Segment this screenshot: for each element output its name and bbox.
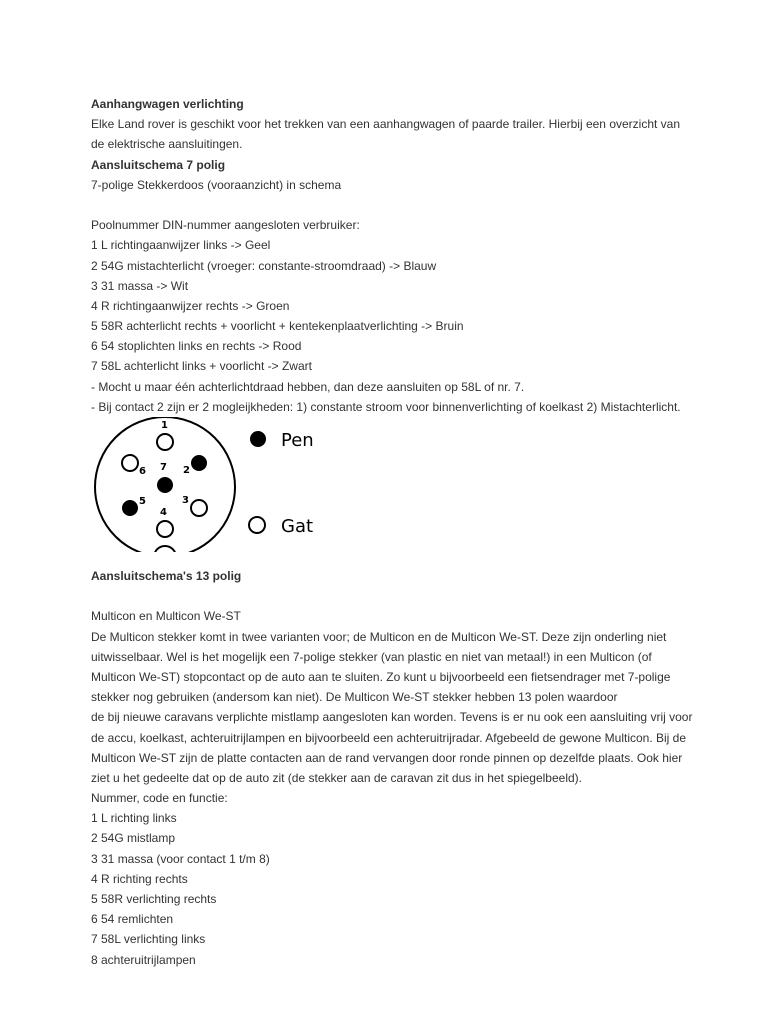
list-item: 2 54G mistlamp — [91, 831, 176, 846]
pin-5-pen — [122, 500, 138, 516]
intro-line: Elke Land rover is geschikt voor het trekken van een aanhangwagen of paarde trailer. Hierbij een overzicht van — [91, 117, 681, 132]
pin-line: 1 L richtingaanwijzer links -> Geel — [91, 238, 271, 253]
pin-number-4: 4 — [160, 507, 167, 518]
section-title: Aanhangwagen verlichting — [91, 97, 244, 111]
paragraph-line: Multicon We-ST zijn de platte contacten aan de rand vervangen door ronde pinnen op dezelfde plaats. Ook hier — [91, 750, 683, 765]
legend-pen-icon — [250, 431, 266, 447]
paragraph-line: uitwisselbaar. Wel is het mogelijk een 7-polige stekker (van plastic en niet van metaal!) in een Multicon (of — [91, 649, 652, 664]
subtitle-7-polig: 7-polige Stekkerdoos (vooraanzicht) in schema — [91, 177, 342, 192]
list-item: 8 achteruitrijlampen — [91, 952, 196, 967]
legend-gat-icon — [249, 517, 265, 533]
pin-line: 7 58L achterlicht links + voorlicht -> Zwart — [91, 359, 312, 374]
pin-7-pen — [157, 477, 173, 493]
pin-3-hole — [191, 500, 207, 516]
pin-1-hole — [157, 434, 173, 450]
list-item: 1 L richting links — [91, 811, 177, 826]
pin-number-3: 3 — [182, 495, 189, 506]
pin-line: 2 54G mistachterlicht (vroeger: constante-stroomdraad) -> Blauw — [91, 258, 437, 273]
paragraph-line: stekker nog gebruiken (andersom kan niet). De Multicon We-ST stekker hebben 13 polen waardoor — [91, 690, 618, 705]
list-item: 3 31 massa (voor contact 1 t/m 8) — [91, 851, 270, 866]
pin-4-hole — [157, 521, 173, 537]
intro-line: de elektrische aansluitingen. — [91, 137, 243, 152]
list-header: Nummer, code en functie: — [91, 791, 228, 806]
paragraph-line: De Multicon stekker komt in twee varianten voor; de Multicon en de Multicon We-ST. Deze zijn onderling niet — [91, 629, 667, 644]
paragraph-line: de accu, koelkast, achteruitrijlampen en bijvoorbeeld een achteruitrijradar. Afgebeeld de gewone Multicon. Bij de — [91, 730, 687, 745]
pin-6-hole — [122, 455, 138, 471]
paragraph-line: Multicon We-ST) stopcontact op de auto aan te sluiten. Zo kunt u bijvoorbeeld een fietsendrager met 7-polige — [91, 669, 671, 684]
paragraph-line: ziet u het gedeelte dat op de auto zit (de stekker aan de caravan zit dus in het spiegelbeeld). — [91, 770, 582, 785]
paragraph-line: de bij nieuwe caravans verplichte mistlamp aangesloten kan worden. Tevens is er nu ook een aansluiting vrij voor — [91, 710, 693, 725]
pin-number-2: 2 — [183, 465, 190, 476]
pin-number-7: 7 — [160, 462, 167, 473]
note-line: - Bij contact 2 zijn er 2 mogleijkheden: 1) constante stroom voor binnenverlichting of koelkast 2) Mistachterlicht. — [91, 399, 681, 414]
heading-13-polig: Aansluitschema's 13 polig — [91, 569, 242, 583]
list-item: 5 58R verlichting rechts — [91, 892, 217, 906]
socket-diagram-7-polig — [91, 417, 331, 557]
socket-key-notch — [154, 546, 176, 557]
socket-diagram-svg — [91, 417, 331, 557]
note-line: - Mocht u maar één achterlichtdraad hebben, dan deze aansluiten op 58L of nr. 7. — [91, 379, 525, 394]
list-item: 6 54 remlichten — [91, 912, 174, 927]
pin-line: 5 58R achterlicht rechts + voorlicht + kentekenplaatverlichting -> Bruin — [91, 319, 464, 334]
pin-line: 3 31 massa -> Wit — [91, 278, 189, 293]
document-body — [91, 94, 691, 970]
pin-2-pen — [191, 455, 207, 471]
spacer — [91, 195, 691, 215]
multicon-title: Multicon en Multicon We-ST — [91, 609, 241, 624]
list-item: 7 58L verlichting links — [91, 932, 206, 947]
pin-number-5: 5 — [139, 496, 146, 507]
legend-gat-label: Gat — [281, 516, 314, 537]
pin-number-1: 1 — [161, 420, 168, 431]
pin-line: 4 R richtingaanwijzer rechts -> Groen — [91, 298, 290, 313]
pin-number-6: 6 — [139, 466, 146, 477]
list-item: 4 R richting rechts — [91, 871, 188, 886]
table-header: Poolnummer DIN-nummer aangesloten verbruiker: — [91, 218, 360, 233]
spacer — [91, 586, 691, 606]
pin-line: 6 54 stoplichten links en rechts -> Rood — [91, 339, 302, 354]
heading-7-polig: Aansluitschema 7 polig — [91, 157, 226, 172]
legend-pen-label: Pen — [281, 430, 314, 451]
